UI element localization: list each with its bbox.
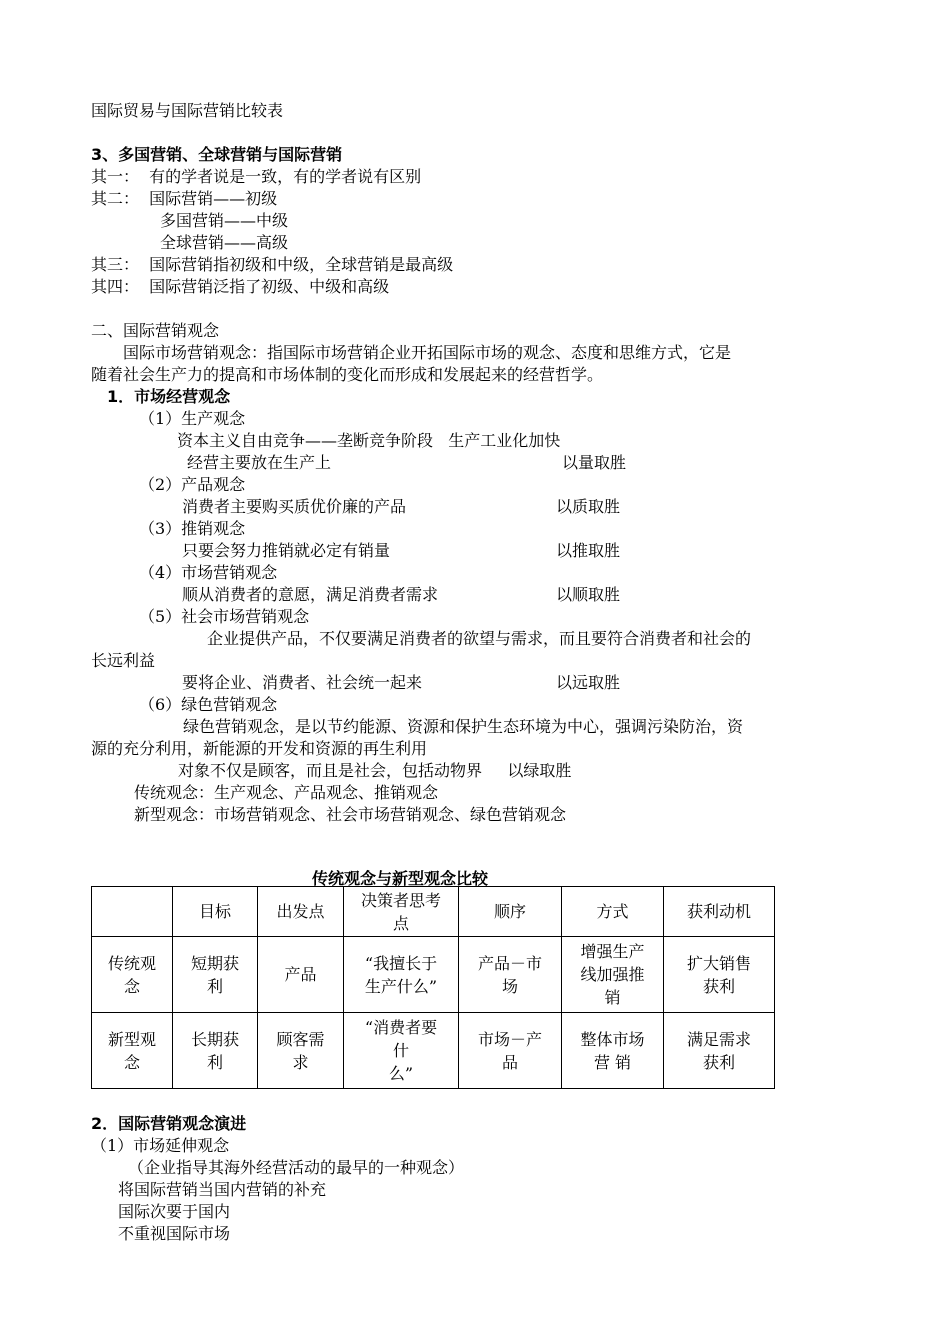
table-cell: 增强生产 线加强推 销 <box>562 937 664 1013</box>
list-item-heading: （2）产品观念 <box>139 475 246 494</box>
text-line: 国际贸易与国际营销比较表 <box>91 101 284 120</box>
paragraph-line: 源的充分利用，新能源的开发和资源的再生利用 <box>91 739 428 758</box>
table-header-row <box>92 887 775 937</box>
text-line: 将国际营销当国内营销的补充 <box>118 1180 327 1199</box>
table-cell: 新型观 念 <box>92 1013 173 1089</box>
list-item-heading: （6）绿色营销观念 <box>139 695 278 714</box>
paragraph-line: 随着社会生产力的提高和市场体制的变化而形成和发展起来的经营哲学。 <box>91 365 604 384</box>
list-item-heading: （1）生产观念 <box>139 409 246 428</box>
table-title: 传统观念与新型观念比较 <box>312 869 489 888</box>
text-line: 资本主义自由竞争——垄断竞争阶段 生产工业化加快 <box>177 431 561 450</box>
text-line-right: 以量取胜 <box>562 453 627 472</box>
table-cell: 市场－产 品 <box>459 1013 562 1089</box>
table-cell: 整体市场 营 销 <box>562 1013 664 1089</box>
text-line: 顺从消费者的意愿，满足消费者需求 <box>182 585 439 604</box>
header-cell: 目标 <box>173 887 258 937</box>
text-line-right: 以质取胜 <box>556 497 621 516</box>
list-item-heading: （5）社会市场营销观念 <box>139 607 310 626</box>
paragraph-line: 绿色营销观念，是以节约能源、资源和保护生态环境为中心，强调污染防治，资 <box>183 717 744 736</box>
text-line-right: 以远取胜 <box>556 673 621 692</box>
text-line: 传统观念：生产观念、产品观念、推销观念 <box>134 783 439 802</box>
header-cell: 决策者思考 点 <box>344 887 459 937</box>
paragraph-line: 国际市场营销观念：指国际市场营销企业开拓国际市场的观念、态度和思维方式，它是 <box>123 343 732 362</box>
subsection-heading: 2．国际营销观念演进 <box>91 1114 247 1133</box>
text-line: 不重视国际市场 <box>118 1224 231 1243</box>
table-row <box>92 937 775 1013</box>
text-line: 对象不仅是顾客，而且是社会，包括动物界 以绿取胜 <box>178 761 572 780</box>
text-line: 其一： 有的学者说是一致，有的学者说有区别 <box>91 167 422 186</box>
table-cell: 满足需求 获利 <box>664 1013 775 1089</box>
header-cell: 获利动机 <box>664 887 775 937</box>
paragraph-line: 长远利益 <box>91 651 156 670</box>
header-cell: 顺序 <box>459 887 562 937</box>
section-heading: 3、多国营销、全球营销与国际营销 <box>91 145 343 164</box>
table-cell: 扩大销售 获利 <box>664 937 775 1013</box>
header-cell <box>92 887 173 937</box>
section-heading: 二、国际营销观念 <box>91 321 220 340</box>
subsection-heading: 1．市场经营观念 <box>107 387 231 406</box>
text-line: 其三： 国际营销指初级和中级，全球营销是最高级 <box>91 255 454 274</box>
table-cell: 产品－市 场 <box>459 937 562 1013</box>
text-line: （企业指导其海外经营活动的最早的一种观念） <box>128 1158 465 1177</box>
text-line: 消费者主要购买质优价廉的产品 <box>182 497 407 516</box>
comparison-table <box>91 886 775 1089</box>
table-cell: 产品 <box>258 937 344 1013</box>
text-line: 多国营销——中级 <box>160 211 289 230</box>
text-line: 全球营销——高级 <box>160 233 289 252</box>
table-cell: “我擅长于 生产什么” <box>344 937 459 1013</box>
table-cell: 短期获 利 <box>173 937 258 1013</box>
text-line-right: 以推取胜 <box>556 541 621 560</box>
text-line-right: 以顺取胜 <box>556 585 621 604</box>
list-item-heading: （4）市场营销观念 <box>139 563 278 582</box>
table-row <box>92 1013 775 1089</box>
text-line: 只要会努力推销就必定有销量 <box>182 541 391 560</box>
list-item-heading: （3）推销观念 <box>139 519 246 538</box>
text-line: 国际次要于国内 <box>118 1202 231 1221</box>
text-line: 经营主要放在生产上 <box>187 453 332 472</box>
table-cell: 顾客需 求 <box>258 1013 344 1089</box>
text-line: 新型观念：市场营销观念、社会市场营销观念、绿色营销观念 <box>134 805 567 824</box>
paragraph-line: 企业提供产品，不仅要满足消费者的欲望与需求，而且要符合消费者和社会的 <box>207 629 752 648</box>
header-cell: 方式 <box>562 887 664 937</box>
text-line: 要将企业、消费者、社会统一起来 <box>182 673 423 692</box>
text-line: 其四： 国际营销泛指了初级、中级和高级 <box>91 277 390 296</box>
table-cell: 传统观 念 <box>92 937 173 1013</box>
header-cell: 出发点 <box>258 887 344 937</box>
table-cell: 长期获 利 <box>173 1013 258 1089</box>
table-cell: “消费者要 什 么” <box>344 1013 459 1089</box>
text-line: 其二： 国际营销——初级 <box>91 189 278 208</box>
list-item-heading: （1）市场延伸观念 <box>91 1136 230 1155</box>
